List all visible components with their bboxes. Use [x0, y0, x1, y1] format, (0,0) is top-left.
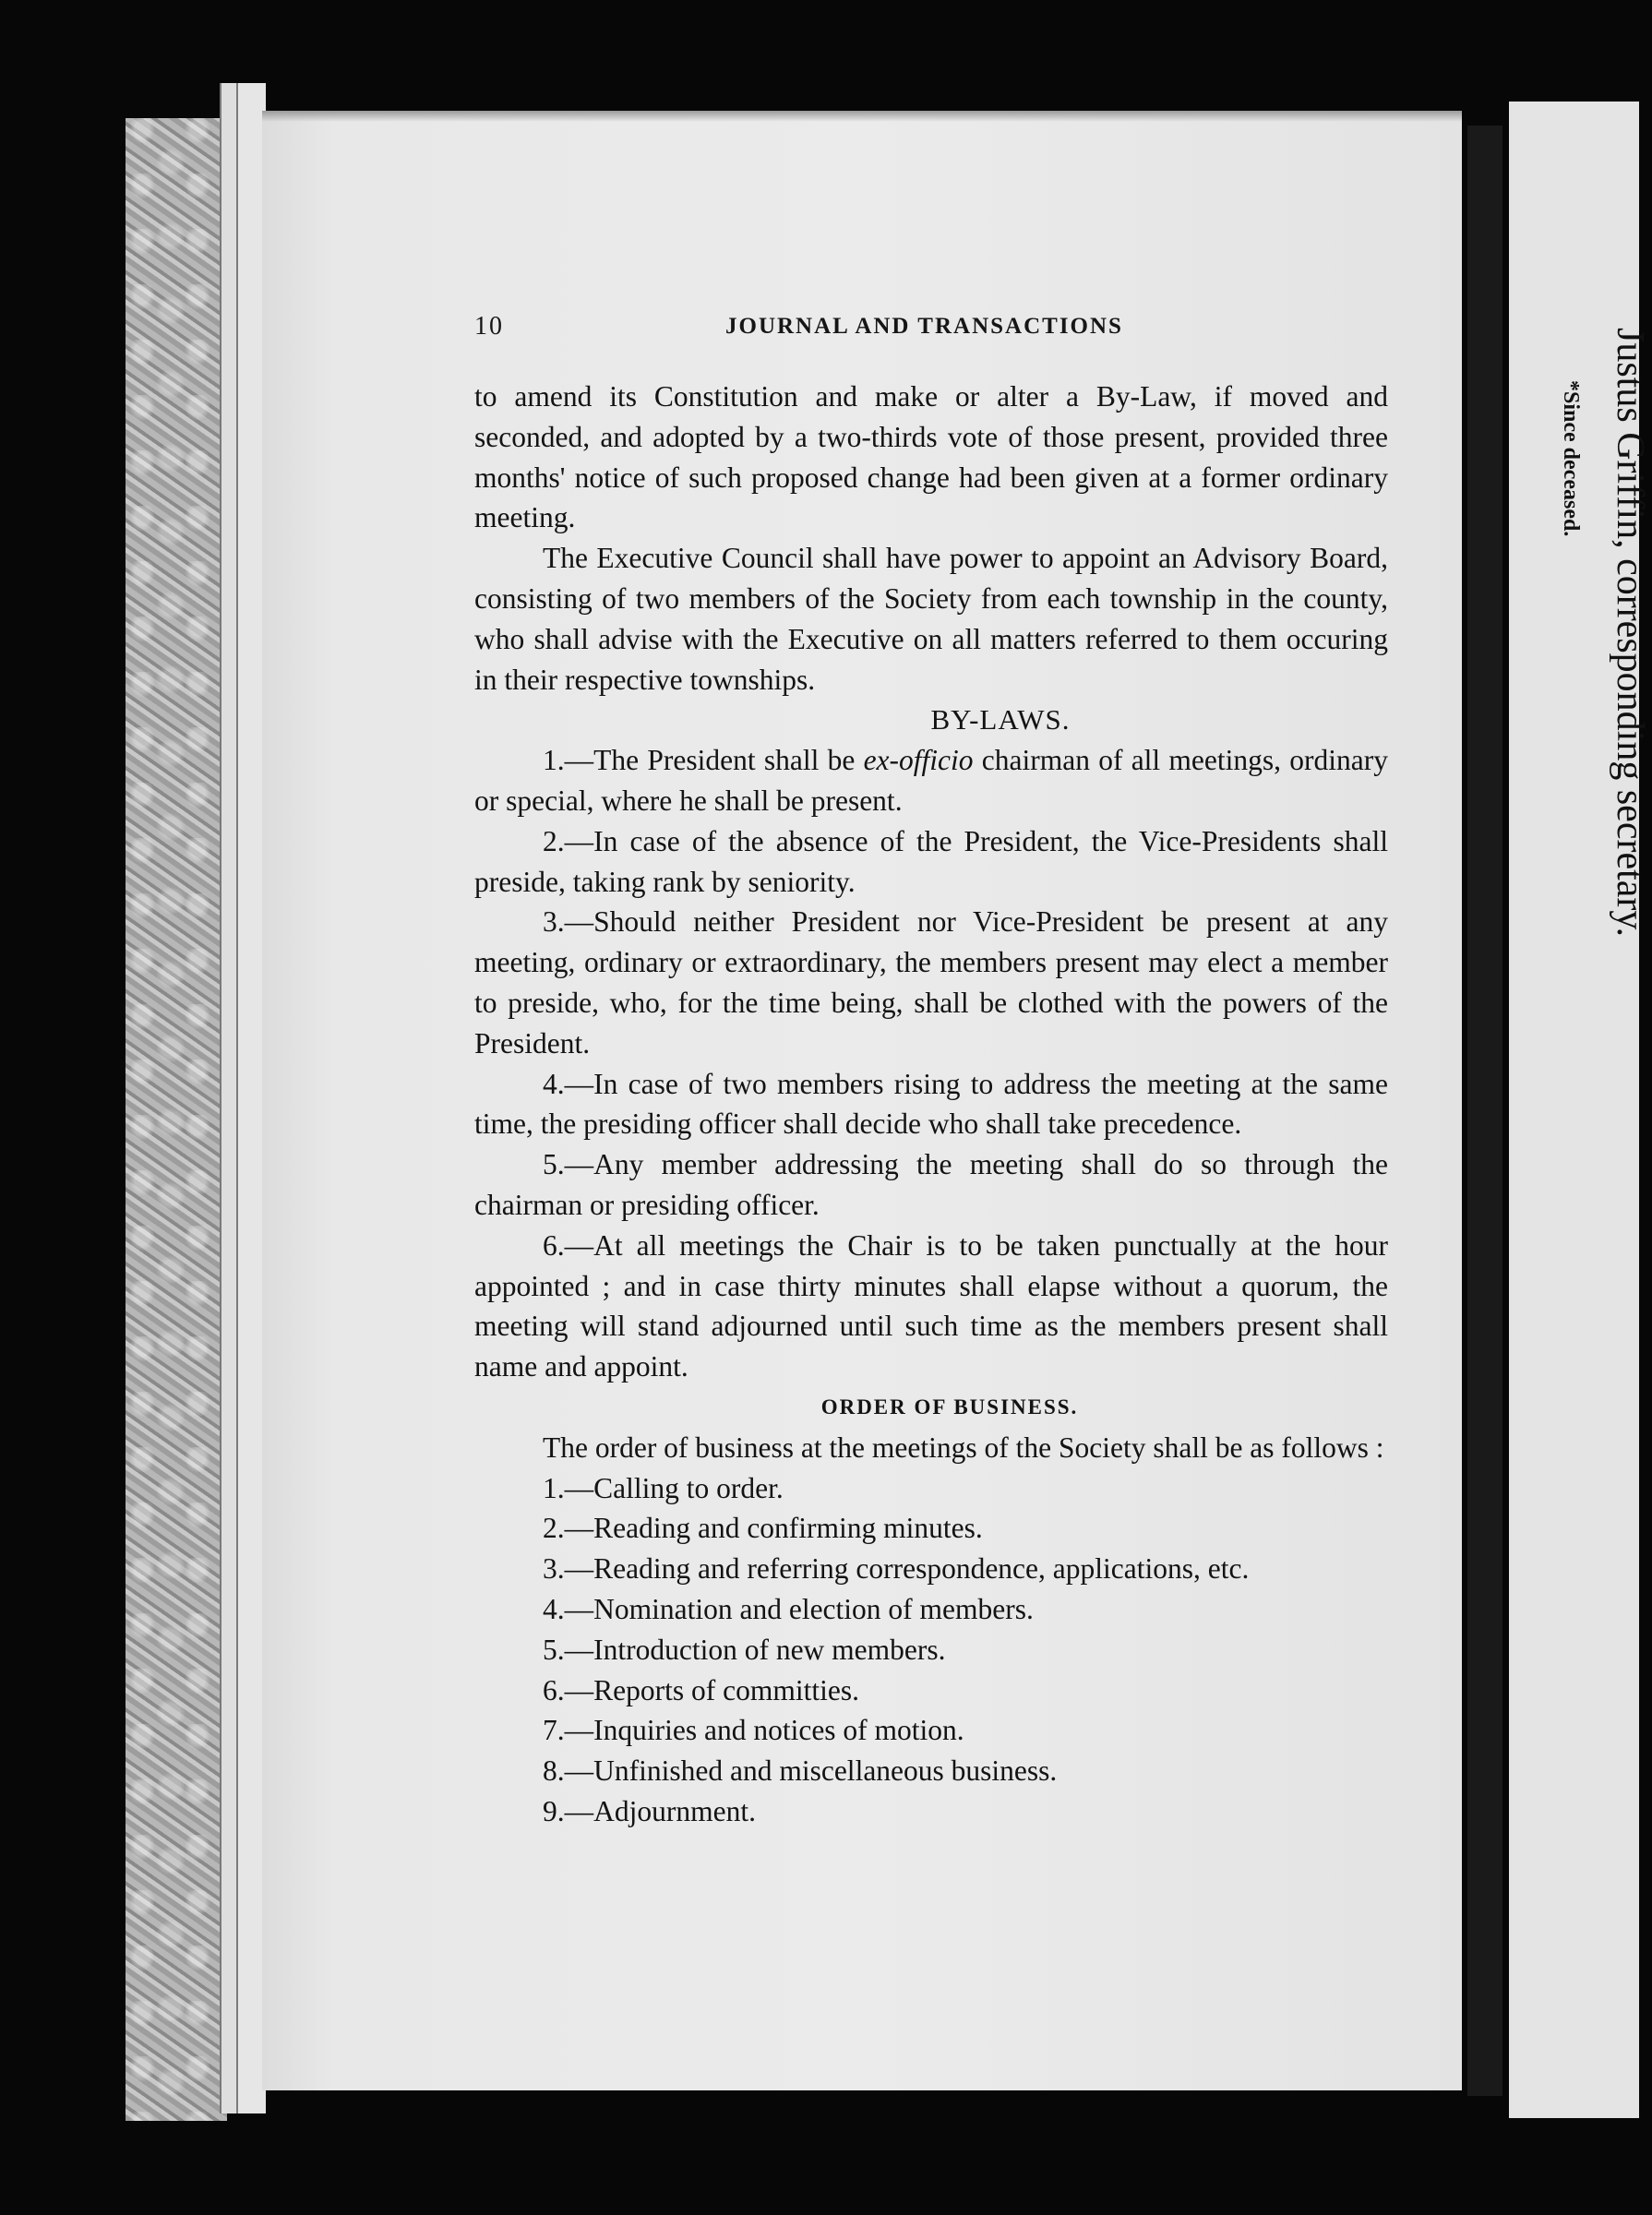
order-item: 3.—Reading and referring correspondence, applications, etc.	[543, 1552, 1250, 1586]
bylaw-item: 3.—Should neither President nor Vice-President be present at any meeting, ordinary or extraordinary, the members present may elect a member to preside, who, for the time being, shall be clothed with the powers of the President.	[474, 905, 1388, 1060]
running-head: JOURNAL AND TRANSACTIONS	[725, 314, 1123, 339]
order-item: 5.—Introduction of new members.	[543, 1633, 946, 1666]
order-item: 6.—Reports of committies.	[543, 1673, 859, 1706]
order-of-business-heading: ORDER OF BUSINESS.	[820, 1395, 1079, 1419]
order-item: 2.—Reading and confirming minutes.	[543, 1512, 983, 1545]
marbled-endpaper	[126, 118, 227, 2121]
gutter-shadow	[1467, 126, 1502, 2096]
page-body	[474, 377, 1388, 1832]
constitution-paragraph: The Executive Council shall have power to appoint an Advisory Board, consisting of two members of the Society from each township in the county, who shall advise with the Executive on all matters referred to them occuring in their respective townships.	[474, 542, 1388, 696]
order-item: 8.—Unfinished and miscellaneous business.	[543, 1754, 1058, 1788]
order-item: 1.—Calling to order.	[543, 1471, 784, 1504]
bylaw-item: 5.—Any member addressing the meeting shall do so through the chairman or presiding officer.	[474, 1148, 1388, 1221]
bylaws-heading: BY-LAWS.	[930, 703, 1071, 736]
bylaw-item: 6.—At all meetings the Chair is to be taken punctually at the hour appointed ; and in case thirty minutes shall elapse without a quorum, the meeting will stand adjourned until such time as the members present shall name and appoint.	[474, 1228, 1388, 1383]
constitution-paragraph: to amend its Constitution and make or alter a By-Law, if moved and seconded, and adopted by a two-thirds vote of those present, provided three months' notice of such proposed change had been given at a former ordinary meeting.	[474, 380, 1388, 534]
order-intro: The order of business at the meetings of the Society shall be as follows :	[543, 1431, 1384, 1464]
bylaw-item: 4.—In case of two members rising to address the meeting at the same time, the presiding officer shall decide who shall take precedence.	[474, 1067, 1388, 1141]
bylaw-item: 2.—In case of the absence of the President, the Vice-Presidents shall preside, taking rank by seniority.	[474, 824, 1388, 898]
order-list	[474, 1468, 1388, 1832]
bylaw-item: 1.—The President shall be ex-officio chairman of all meetings, ordinary or special, where he shall be present.	[474, 744, 1388, 817]
order-item: 4.—Nomination and election of members.	[543, 1592, 1034, 1625]
page-number: 10	[474, 312, 504, 341]
facing-page-text: Justus Griffin, corresponding secretary.	[1609, 328, 1651, 938]
order-item: 9.—Adjournment.	[543, 1794, 756, 1827]
facing-page-footnote: *Since deceased.	[1559, 380, 1583, 537]
order-item: 7.—Inquiries and notices of motion.	[543, 1714, 964, 1747]
